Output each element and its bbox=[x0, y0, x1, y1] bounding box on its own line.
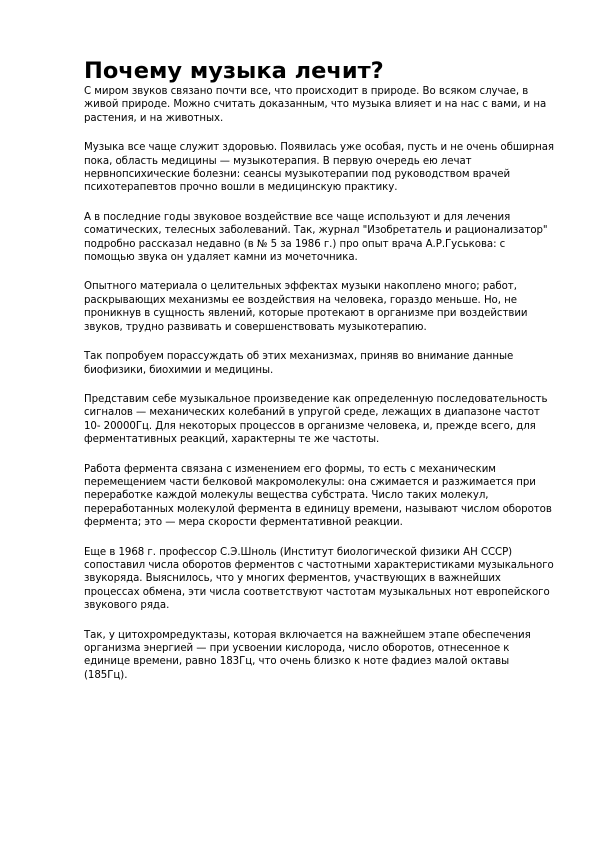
paragraph-2: Музыка все чаще служит здоровью. Появилась уже особая, пусть и не очень обширная пока, область медицины — музыкотерапия. В первую очередь ею лечат нервнопсихические болезни: сеансы музыкотерапии под руководством врачей психотерапевтов прочно вошли в медицинскую практику. bbox=[84, 142, 554, 194]
paragraph-3: А в последние годы звуковое воздействие все чаще используют и для лечения соматических, телесных заболеваний. Так, журнал "Изобретатель и рационализатор" подробно рассказал недавно (в № 5 за 1986 г.) про опыт врача А.Р.Гуськова: с помощью звука он удаляет камни из мочеточника. bbox=[84, 211, 548, 264]
paragraph-9: Так, у цитохромредуктазы, которая включается на важнейшем этапе обеспечения организма энергией — при усвоении кислорода, число оборотов, отнесенное к единице времени, равно 183Гц, что очень близко к ноте фадиез малой октавы (185Гц). bbox=[84, 629, 531, 681]
paragraph-1: С миром звуков связано почти все, что происходит в природе. Во всяком случае, в живой природе. Можно считать доказанным, что музыка влияет и на нас с вами, и на растения, и на животных. bbox=[84, 86, 547, 124]
paragraph-7: Работа фермента связана с изменением его формы, то есть с механическим перемещением части белковой макромолекулы: она сжимается и разжимается при переработке каждой молекулы вещества субстрата. Число таких молекул, переработанных молекулой фермента в единицу времени, называют числом оборотов фермента; это — мера скорости ферментативной реакции. bbox=[84, 463, 552, 529]
paragraph-8: Еще в 1968 г. профессор С.Э.Шноль (Институт биологической физики АН СССР) сопоставил числа оборотов ферментов с частотными характеристиками музыкального звукоряда. Выяснилось, что у многих ферментов, участвующих в важнейших процессах обмена, эти числа соответствуют частотам музыкальных нот европейского звукового ряда. bbox=[84, 546, 554, 612]
document-page bbox=[84, 58, 554, 698]
document-title: Почему музыка лечит? bbox=[84, 58, 384, 84]
paragraph-4: Опытного материала о целительных эффектах музыки накоплено много; работ, раскрывающих механизмы ее воздействия на человека, гораздо меньше. Но, не проникнув в сущность явлений, которые протекают в организме при воздействии звуков, трудно развивать и совершенствовать музыкотерапию. bbox=[84, 281, 528, 333]
paragraph-6: Представим себе музыкальное произведение как определенную последовательность сигналов — механических колебаний в упругой среде, лежащих в диапазоне частот 10- 20000Гц. Для некоторых процессов в организме человека, и, прежде всего, для ферментативных реакций, характерны те же частоты. bbox=[84, 393, 548, 446]
paragraph-5: Так попробуем порассуждать об этих механизмах, приняв во внимание данные биофизики, биохимии и медицины. bbox=[84, 351, 514, 376]
